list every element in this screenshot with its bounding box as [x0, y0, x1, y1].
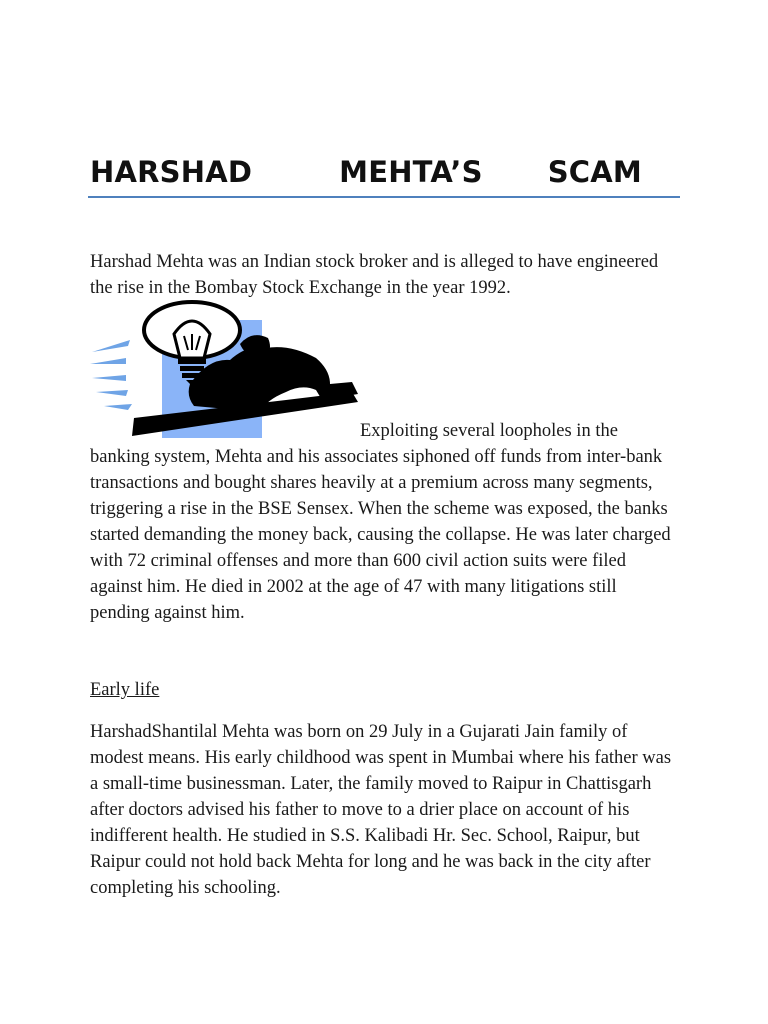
title-word-1: HARSHAD — [90, 155, 253, 189]
section-heading-early-life: Early life — [90, 680, 160, 700]
title-underline — [88, 196, 680, 198]
early-life-paragraph: HarshadShantilal Mehta was born on 29 July in a Gujarati Jain family of modest means. His early childhood was spent in Mumbai where his father was a small-time businessman. Later, the family moved to Raipur in Chattisgarh after doctors advised his father to move to a drier place on account of his indifferent health. He studied in S.S. Kalibadi Hr. Sec. School, Raipur, but Raipur could not hold back Mehta for long and he was back in the city after completing his schooling. — [90, 722, 672, 898]
title-word-2: MEHTA’S — [339, 155, 483, 189]
title-word-3: SCAM — [547, 155, 642, 189]
body-paragraph: Exploiting several loopholes in the banking system, Mehta and his associates siphoned off funds from inter-bank transactions and bought shares heavily at a premium across many segments, triggering a rise in the BSE Sensex. When the scheme was exposed, the banks started demanding the money back, causing the collapse. He was later charged with 72 criminal offenses and more than 600 civil action suits were filed against him. He died in 2002 at the age of 47 with many litigations still pending against him. — [90, 421, 671, 623]
document-title — [90, 155, 680, 189]
intro-paragraph: Harshad Mehta was an Indian stock broker and is alleged to have engineered the rise in the Bombay Stock Exchange in the year 1992. — [90, 252, 659, 298]
